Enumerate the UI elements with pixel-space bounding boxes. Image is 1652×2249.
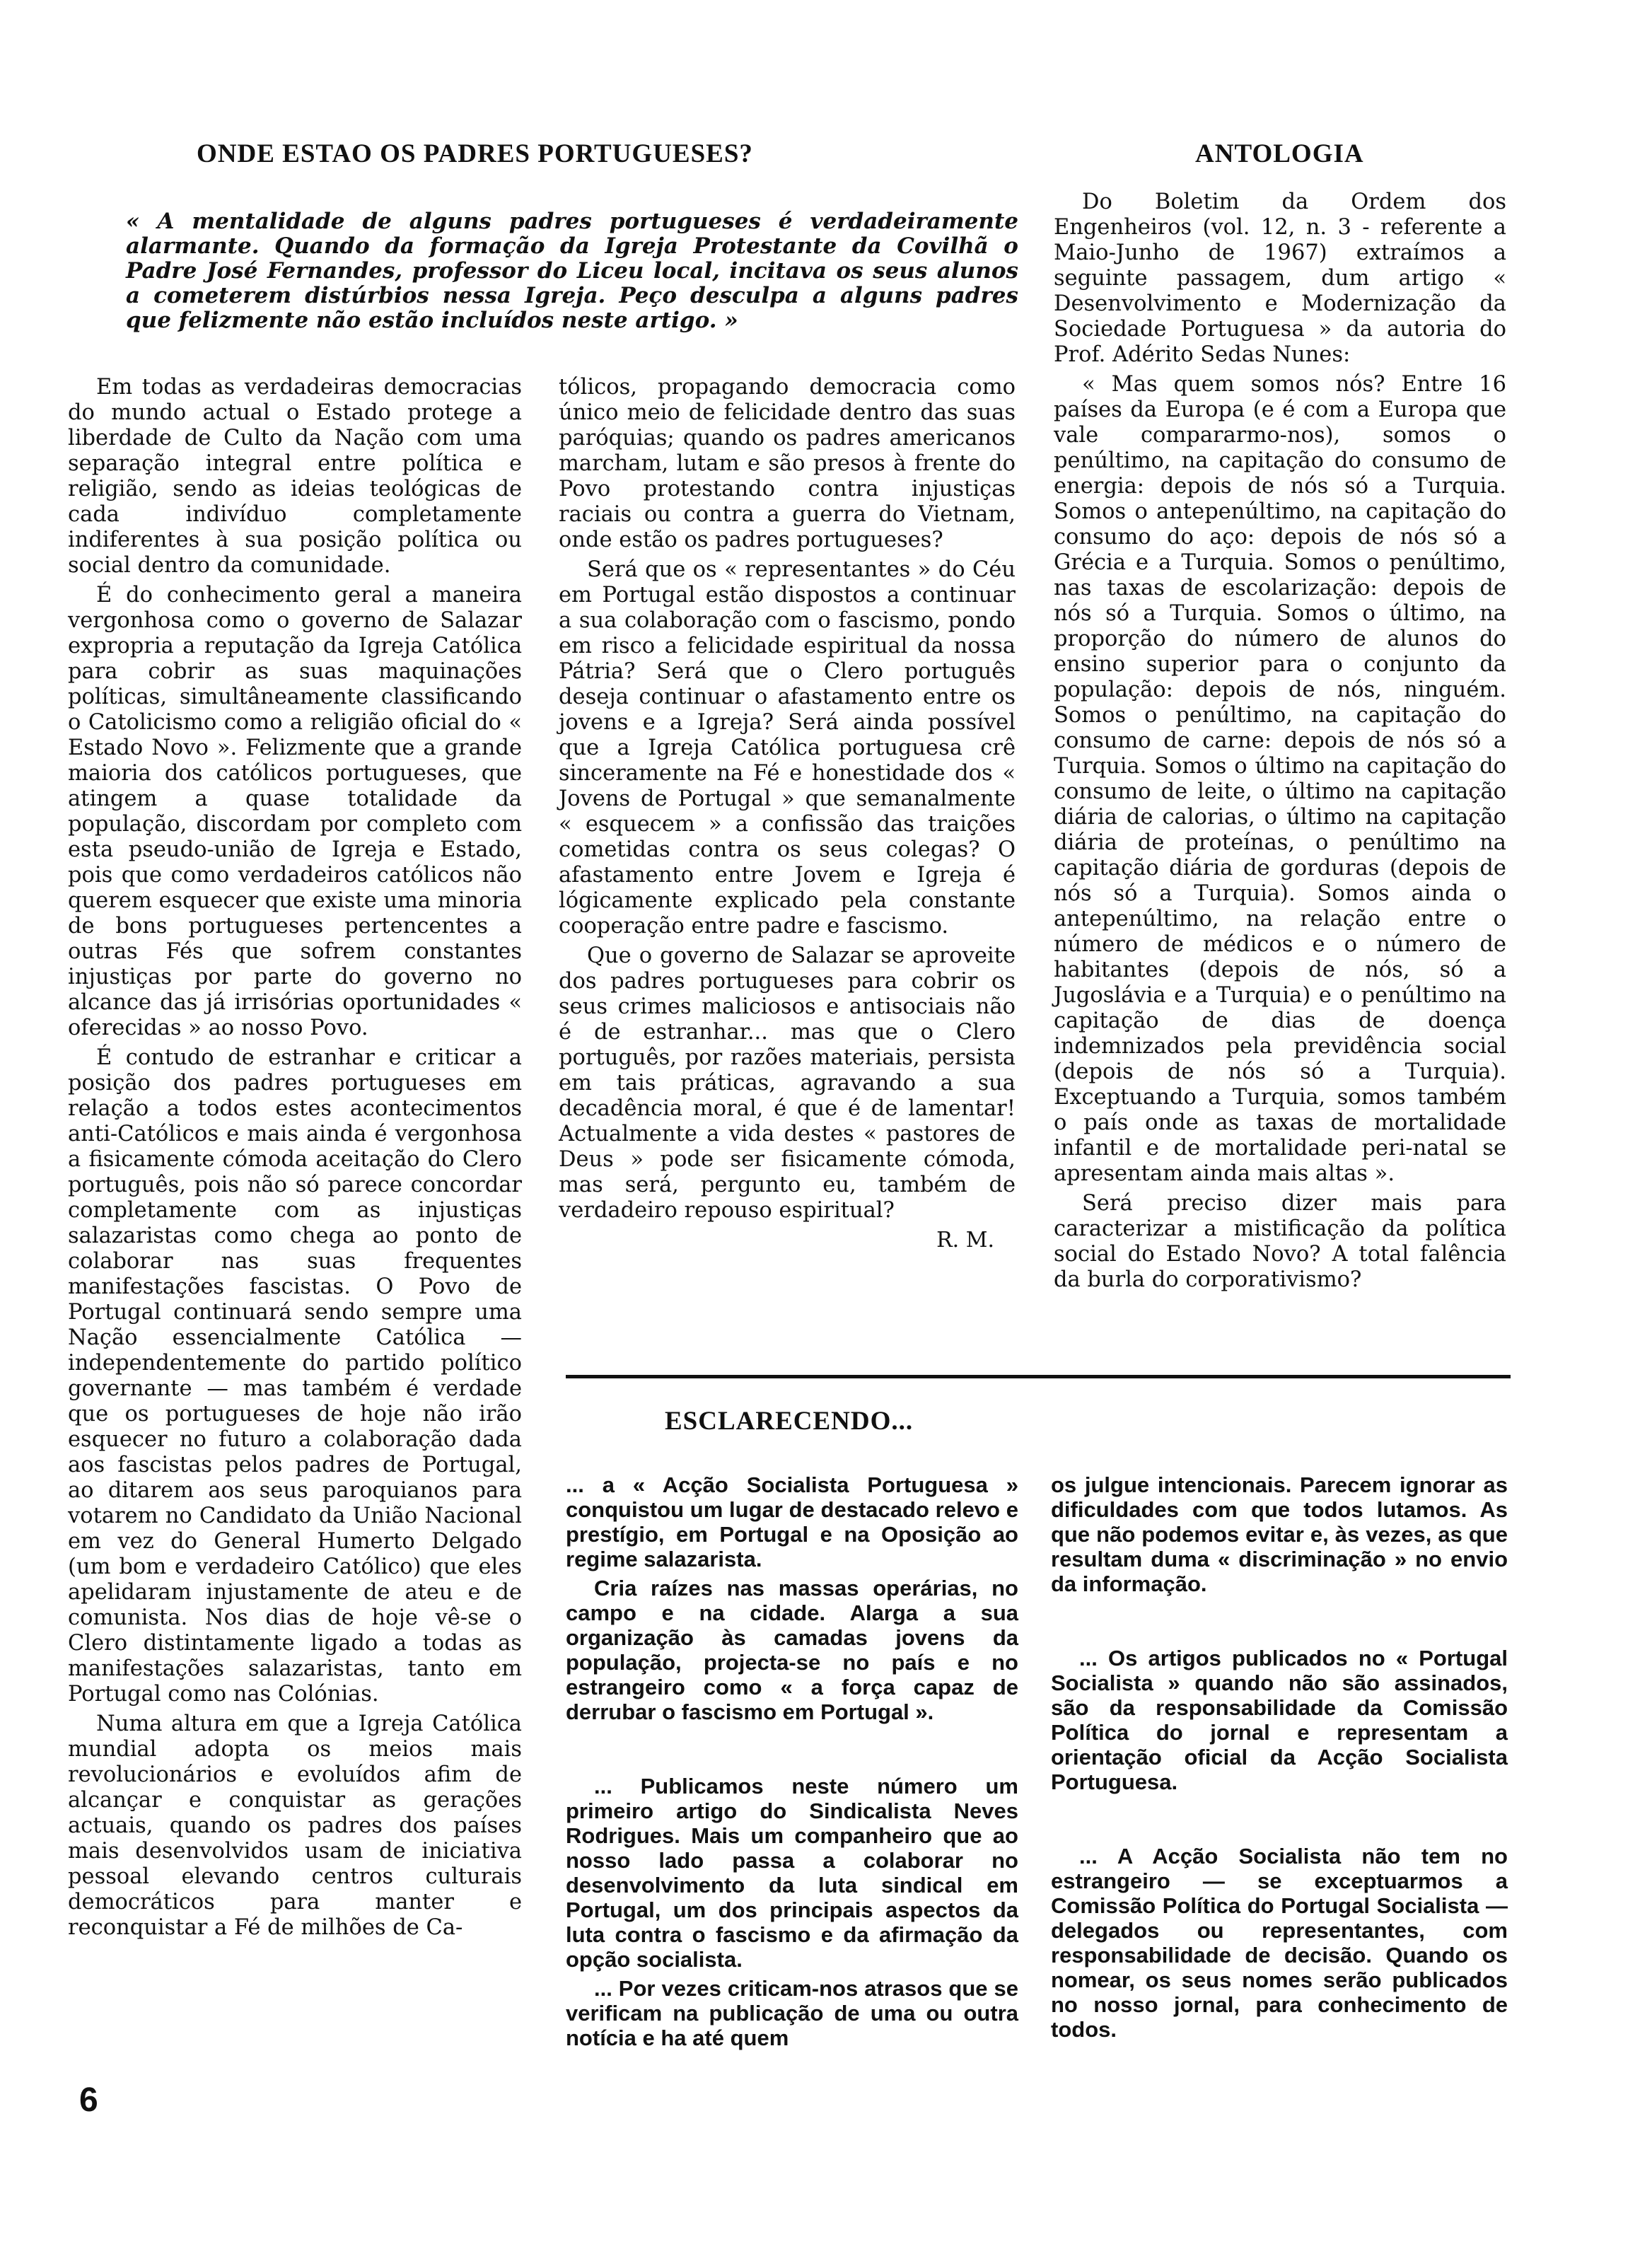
intro-text: « A mentalidade de alguns padres portugueses é verdadeiramente alarmante. Quando da formação da Igreja Protestante da Covilhã o Padre José Fernandes, professor do Liceu local, incitava os seus alunos a cometerem distúrbios nessa Igreja. Peço desculpa a alguns padres que felizmente não estão incluídos neste artigo. » — [126, 209, 1018, 333]
esclarecendo-paragraph: ... Publicamos neste número um primeiro artigo do Sindicalista Neves Rodrigues. Mais um companheiro que ao nosso lado passa a colaborar no desenvolvimento da luta sindical em Portugal, um dos principais aspectos da luta contra o fascismo e da afirmação da opção socialista. — [566, 1774, 1018, 1972]
esclarecendo-paragraph: os julgue intencionais. Parecem ignorar as dificuldades com que todos lutamos. As que não podemos evitar e, às vezes, as que resultam duma « discriminação » no envio da informação. — [1051, 1472, 1508, 1596]
esclarecendo-paragraph: ... Por vezes criticam-nos atrasos que se verificam na publicação de uma ou outra notícia e ha até quem — [566, 1976, 1018, 2050]
antologia-paragraph: Será preciso dizer mais para caracterizar a mistificação da política social do Estado Novo? A total falência da burla do corporativismo? — [1054, 1191, 1506, 1292]
article-intro — [126, 209, 1018, 333]
article-column-2 — [559, 375, 1016, 1253]
page-number: 6 — [79, 2081, 98, 2119]
article-paragraph: Será que os « representantes » do Céu em Portugal estão dispostos a continuar a sua colaboração com o fascismo, pondo em risco a felicidade espiritual da nossa Pátria? Será que o Clero português deseja continuar o afastamento entre os jovens e a Igreja? Será ainda possível que a Igreja Católica portuguesa crê sinceramente na Fé e honestidade dos « Jovens de Portugal » que semanalmente « esquecem » a confissão das traições cometidas contra os seus colegas? O afastamento entre Jovem e Igreja é lógicamente explicado pela constante cooperação entre padre e fascismo. — [559, 557, 1016, 938]
esclarecendo-paragraph: ... Os artigos publicados no « Portugal Socialista » quando não são assinados, são da responsabilidade da Comissão Política do jornal e representam a orientação oficial da Acção Socialista Portuguesa. — [1051, 1646, 1508, 1794]
esclarecendo-paragraph: Cria raízes nas massas operárias, no campo e na cidade. Alarga a sua organização às camadas jovens da população, projecta-se no país e no estrangeiro como « a força capaz de derrubar o fascismo em Portugal ». — [566, 1576, 1018, 1724]
article-paragraph: É contudo de estranhar e criticar a posição dos padres portugueses em relação a todos estes acontecimentos anti-Católicos e mais ainda é vergonhosa a fisicamente cómoda aceitação do Clero português, pois não só parece concordar completamente com as injustiças salazaristas como chega ao ponto de colaborar nas suas frequentes manifestações fascistas. O Povo de Portugal continuará sendo sempre uma Nação essencialmente Católica — independentemente do partido político governante — mas também é verdade que os portugueses de hoje não irão esquecer no futuro a colaboração dada aos fascistas pelos padres de Portugal, ao ditarem aos seus paroquianos para votarem no Candidato da União Nacional em vez do General Humerto Delgado (um bom e verdadeiro Católico) que eles apelidaram injustamente de ateu e de comunista. Nos dias de hoje vê-se o Clero distintamente ligado a todas as manifestações salazaristas, tanto em Portugal como nas Colónias. — [68, 1045, 522, 1707]
article-paragraph: Que o governo de Salazar se aproveite dos padres portugueses para cobrir os seus crimes maliciosos e antisociais não é de estranhar... mas que o Clero português, por razões materiais, persista em tais práticas, agravando a sua decadência moral, é que é de lamentar! Actualmente a vida destes « pastores de Deus » pode ser fisicamente cómoda, mas será, pergunto eu, também de verdadeiro repouso espiritual? — [559, 943, 1016, 1223]
antologia-column — [1054, 190, 1506, 1297]
esclarecendo-paragraph: ... a « Acção Socialista Portuguesa » conquistou um lugar de destacado relevo e prestígio, em Portugal e na Oposição ao regime salazarista. — [566, 1472, 1018, 1571]
article-paragraph: tólicos, propagando democracia como único meio de felicidade dentro das suas paróquias; quando os padres americanos marcham, lutam e são presos à frente do Povo protestando contra injustiças raciais ou contra a guerra do Vietnam, onde estão os padres portugueses? — [559, 375, 1016, 552]
antologia-paragraph: Do Boletim da Ordem dos Engenheiros (vol. 12, n. 3 - referente a Maio-Junho de 1967) extraímos a seguinte passagem, dum artigo « Desenvolvimento e Modernização da Sociedade Portuguesa » da autoria do Prof. Adérito Sedas Nunes: — [1054, 190, 1506, 367]
antologia-paragraph: « Mas quem somos nós? Entre 16 países da Europa (e é com a Europa que vale compararmo-nos), somos o penúltimo, na capitação do consumo de energia: depois de nós só a Turquia. Somos o antepenúltimo, na capitação do consumo do aço: depois de nós só a Grécia e a Turquia. Somos o penúltimo, nas taxas de escolarização: depois de nós só a Turquia. Somos o último, na proporção do número de alunos do ensino superior para o conjunto da população: depois de nós, ninguém. Somos o penúltimo, na capitação do consumo de carne: depois de nós só a Turquia. Somos o último na capitação do consumo de leite, o último na capitação diária de calorias, o último na capitação diária de proteínas, o penúltimo na capitação diária de gorduras (depois de nós só a Turquia). Somos ainda o antepenúltimo, na relação entre o número de médicos e o número de habitantes (depois de nós, só a Jugoslávia e a Turquia) e o penúltimo na capitação de dias de doença indemnizados pela previdência social (depois de nós só a Turquia). Exceptuando a Turquia, somos também o país onde as taxas de mortalidade infantil e de mortalidade peri-natal se apresentam ainda mais altas ». — [1054, 372, 1506, 1186]
section-divider — [566, 1375, 1511, 1378]
esclarecendo-column-2 — [1051, 1472, 1508, 2046]
antologia-title: ANTOLOGIA — [1195, 139, 1364, 168]
article-column-1 — [68, 375, 522, 1945]
article-paragraph: Em todas as verdadeiras democracias do mundo actual o Estado protege a liberdade de Culto da Nação com uma separação integral entre política e religião, sendo as ideias teológicas de cada indivíduo completamente indiferentes à sua posição política ou social dentro da comunidade. — [68, 375, 522, 578]
article-title: ONDE ESTAO OS PADRES PORTUGUESES? — [197, 139, 753, 168]
esclarecendo-column-1 — [566, 1472, 1018, 2055]
esclarecendo-title: ESCLARECENDO... — [665, 1407, 914, 1436]
article-paragraph: Numa altura em que a Igreja Católica mundial adopta os meios mais revolucionários e evoluídos afim de alcançar e conquistar as gerações actuais, quando os padres dos países mais desenvolvidos usam de iniciativa pessoal elevando centros culturais democráticos para manter e reconquistar a Fé de milhões de Ca- — [68, 1712, 522, 1940]
article-signature: R. M. — [936, 1228, 994, 1253]
esclarecendo-paragraph: ... A Acção Socialista não tem no estrangeiro — se exceptuarmos a Comissão Política do Portugal Socialista — delegados ou representantes, com responsabilidade de decisão. Quando os nomear, os seus nomes serão publicados no nosso jornal, para conhecimento de todos. — [1051, 1844, 1508, 2042]
article-paragraph: É do conhecimento geral a maneira vergonhosa como o governo de Salazar expropria a reputação da Igreja Católica para cobrir as suas maquinações políticas, simultâneamente classificando o Catolicismo como a religião oficial do « Estado Novo ». Felizmente que a grande maioria dos católicos portugueses, que atingem a quase totalidade da população, discordam por completo com esta pseudo-união de Igreja e Estado, pois que como verdadeiros católicos não querem esquecer que existe uma minoria de bons portugueses pertencentes a outras Fés que sofrem constantes injustiças por parte do governo no alcance das já irrisórias oportunidades « oferecidas » ao nosso Povo. — [68, 583, 523, 1040]
